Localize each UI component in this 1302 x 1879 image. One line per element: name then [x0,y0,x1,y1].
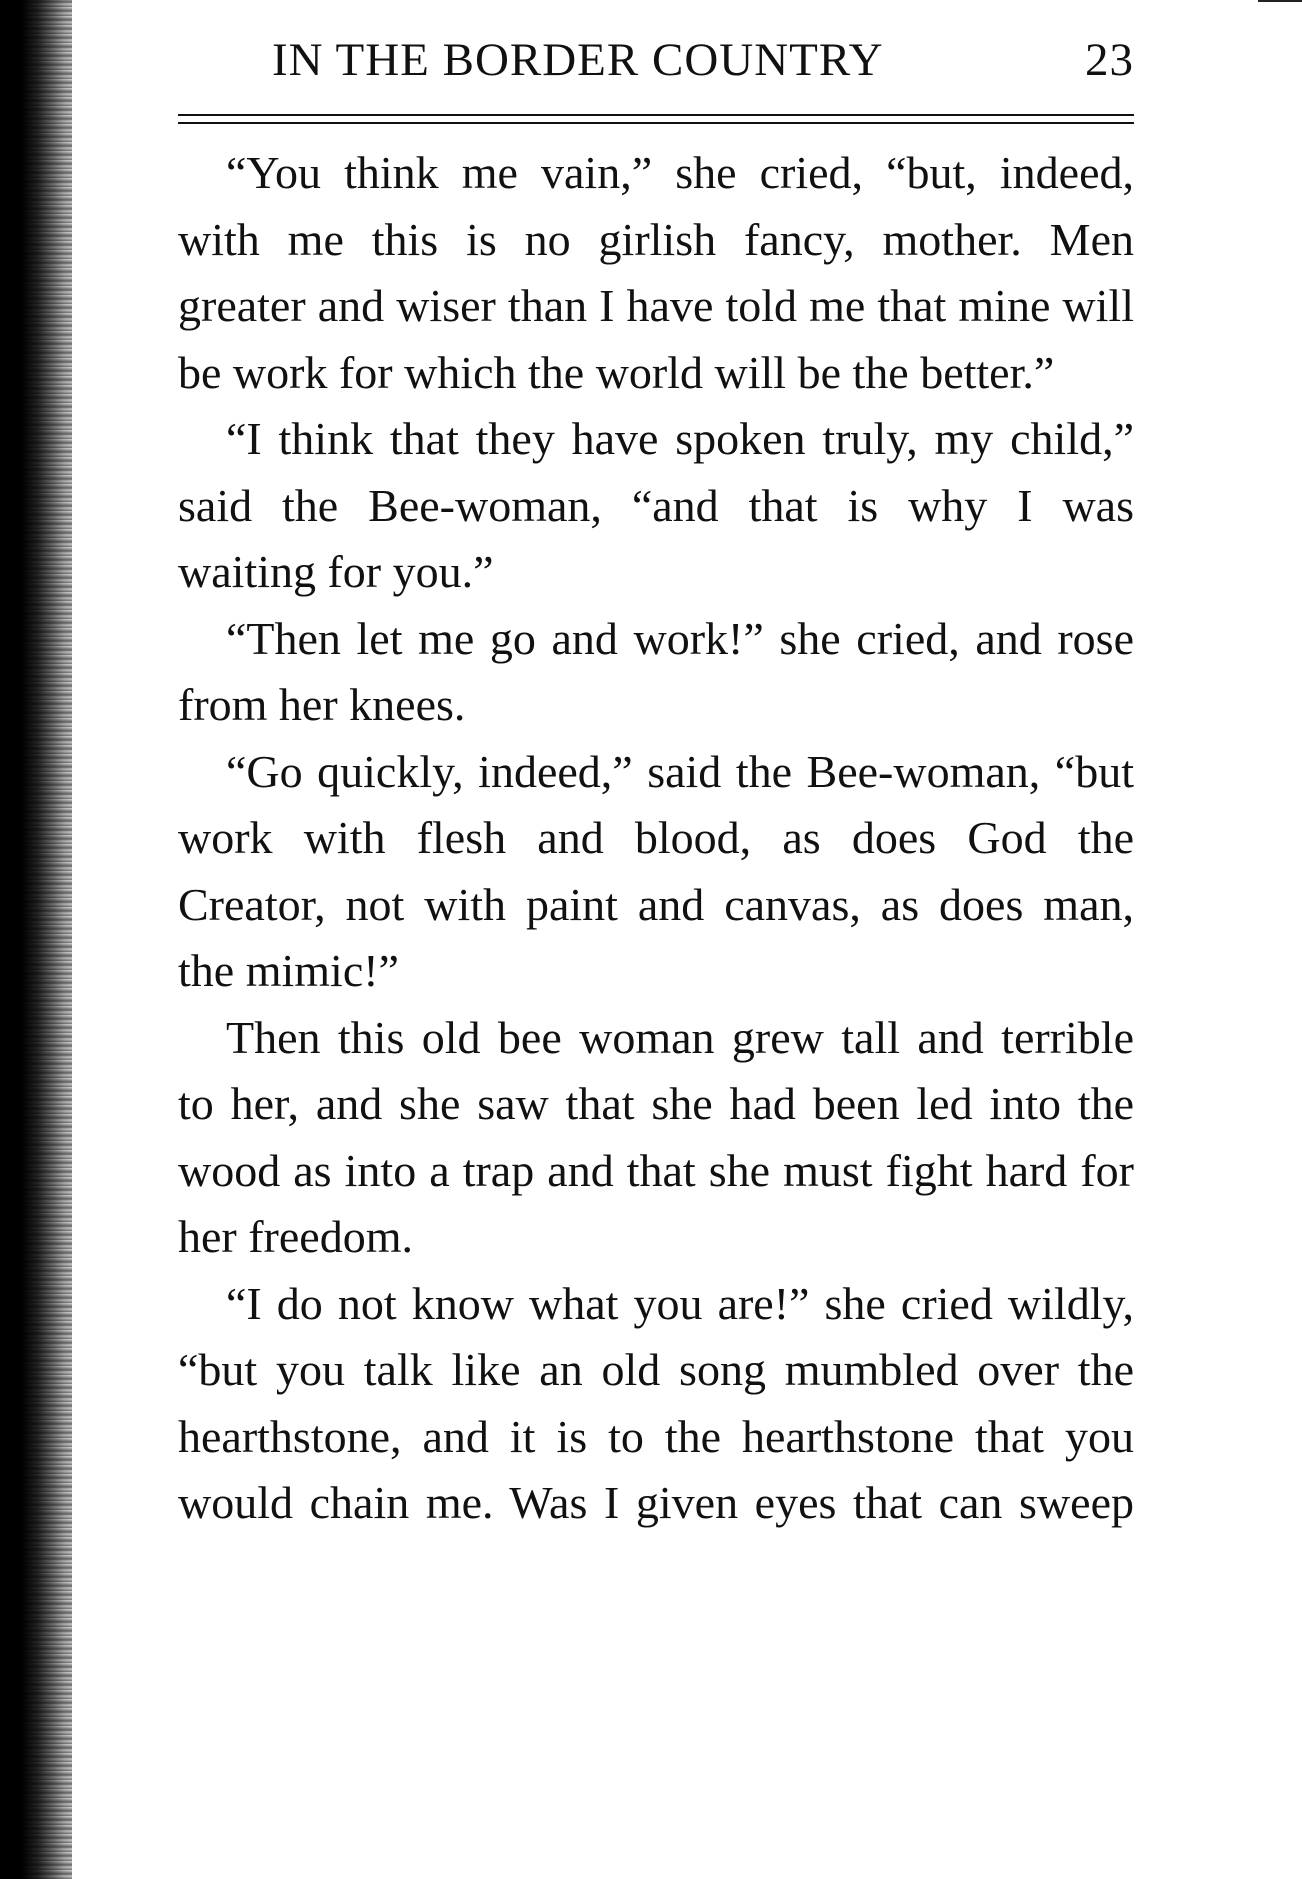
paragraph: “I do not know what you are!” she cried wildly, “but you talk like an old song mumbled over the hearthstone, and it is to the hearthstone that you would chain me. Was I given eyes that can sweep [178,1277,1134,1528]
scan-corner-mark [1258,0,1302,2]
scanned-page-edge [0,0,72,1879]
running-title: IN THE BORDER COUNTRY [272,34,884,86]
paragraph: “I think that they have spoken truly, my child,” said the Bee-woman, “and that is why I was waiting for you.” [178,413,1134,597]
book-page [178,30,1134,1537]
paragraph: Then this old bee woman grew tall and terrible to her, and she saw that she had been led into the wood as into a trap and that she must fight hard for her freedom. [178,1011,1134,1262]
body-text [178,140,1134,1537]
paragraph: “You think me vain,” she cried, “but, indeed, with me this is no girlish fancy, mother. Men greater and wiser than I have told me that mine will be work for which the world will be the better.” [178,147,1134,398]
paragraph: “Then let me go and work!” she cried, and rose from her knees. [178,612,1134,730]
page-number: 23 [1085,34,1134,86]
running-head [178,30,1134,90]
paragraph: “Go quickly, indeed,” said the Bee-woman, “but work with flesh and blood, as does God the Creator, not with paint and canvas, as does man, the mimic!” [178,745,1134,996]
header-double-rule [178,114,1134,124]
